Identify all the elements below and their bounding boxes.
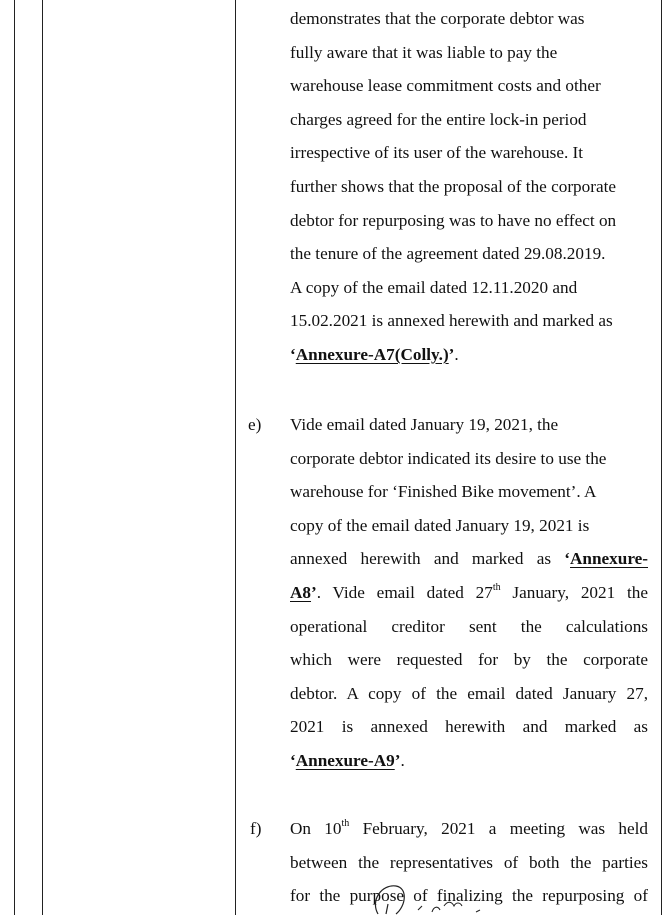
paragraph-line: further shows that the proposal of the corporate [290,176,616,196]
line-text: On 10 [290,819,342,838]
annexure-a8-label-part1: Annexure- [570,549,648,569]
paragraph-line: the tenure of the agreement dated 29.08.2019. [290,244,606,264]
table-border-inner [42,0,43,915]
paragraph-line: irrespective of its user of the warehouse. It [290,143,584,163]
paragraph-line: A copy of the email dated 12.11.2020 and [290,277,578,297]
paragraph-d [290,2,648,372]
superscript: th [492,582,501,594]
line-text: January, 2021 the [500,582,648,602]
paragraph-line: ‘Annexure-A9’. [290,750,405,770]
period: . [454,344,459,364]
paragraph-line: copy of the email dated January 19, 2021 is [290,515,590,535]
line-text: annexed herewith and marked as [290,549,565,569]
paragraph-line: A8’. Vide email dated 27th January, 2021 the [290,582,648,602]
annexure-a9-label: Annexure-A9 [295,750,395,770]
annexure-a8-label-part2: A8 [290,582,312,602]
paragraph-line: demonstrates that the corporate debtor was [290,9,585,28]
paragraph-line: ‘Annexure-A7(Colly.)’. [290,344,459,364]
paragraph-line: for the purpose of finalizing the repurposing of [290,886,648,906]
paragraph-line: operational creditor sent the calculations [290,616,648,636]
signature-mark [360,880,500,915]
paragraph-line: annexed herewith and marked as ‘Annexure- [290,549,648,569]
paragraph-line [290,812,648,846]
paragraph-line: debtor. A copy of the email dated January 27, [290,683,648,703]
paragraph-line: warehouse lease commitment costs and other [290,76,601,96]
paragraph-line: between the representatives of both the parties [290,852,648,872]
period: . [400,750,405,770]
line-text: February, 2021 a meeting was held [349,819,648,838]
paragraph-line: charges agreed for the entire lock-in period [290,109,587,129]
paragraph-e [290,408,648,778]
paragraph-line: Vide email dated January 19, 2021, the [290,415,559,434]
item-label-e: e) [248,415,262,434]
paragraph-line: corporate debtor indicated its desire to use the [290,448,607,468]
line-text: . Vide email dated 27 [316,582,493,602]
superscript: th [341,818,350,830]
annexure-a7-label: Annexure-A7(Colly.) [295,344,449,364]
paragraph-line: 15.02.2021 is annexed herewith and marked as [290,311,613,331]
paragraph-line: warehouse for ‘Finished Bike movement’. A [290,482,597,502]
paragraph-line: fully aware that it was liable to pay the [290,42,558,62]
item-label-f: f) [250,819,262,838]
paragraph-line: 2021 is annexed herewith and marked as [290,717,648,737]
table-border-middle [235,0,236,915]
paragraph-line: which were requested for by the corporate [290,650,648,670]
table-border-left [14,0,15,915]
paragraph-line: debtor for repurposing was to have no effect on [290,210,617,230]
